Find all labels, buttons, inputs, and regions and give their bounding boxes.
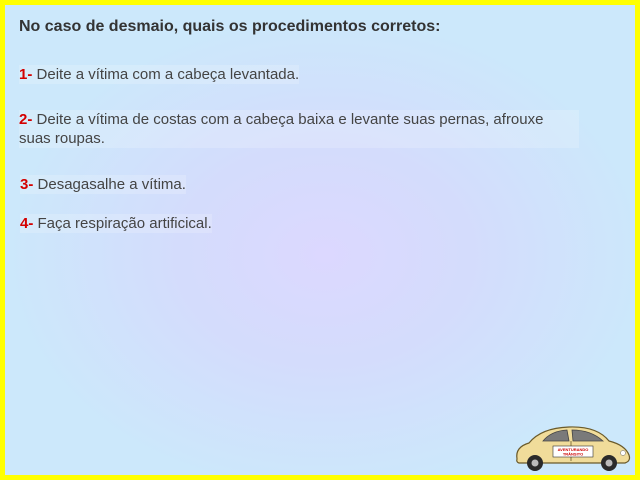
answer-option-1[interactable] xyxy=(19,65,299,84)
answer-option-3[interactable] xyxy=(20,175,186,194)
answer-option-2[interactable] xyxy=(19,110,579,148)
car-logo xyxy=(511,423,633,473)
logo-text-line1: AVENTURANDO xyxy=(557,447,589,452)
option-number: 2- xyxy=(19,111,33,128)
question-title: No caso de desmaio, quais os procedimentos corretos: xyxy=(19,18,441,35)
option-text: Deite a vítima com a cabeça levantada. xyxy=(36,66,300,83)
option-text: Faça respiração artificical. xyxy=(37,215,212,232)
option-number: 1- xyxy=(19,66,33,83)
option-text: Deite a vítima de costas com a cabeça baixa e levante suas pernas, afrouxe suas roupas. xyxy=(19,111,544,147)
answer-option-4[interactable] xyxy=(20,214,212,233)
option-text: Desagasalhe a vítima. xyxy=(37,176,186,193)
logo-text-line2: TRÂNSITO xyxy=(562,451,584,457)
option-number: 4- xyxy=(20,215,34,232)
option-number: 3- xyxy=(20,176,34,193)
